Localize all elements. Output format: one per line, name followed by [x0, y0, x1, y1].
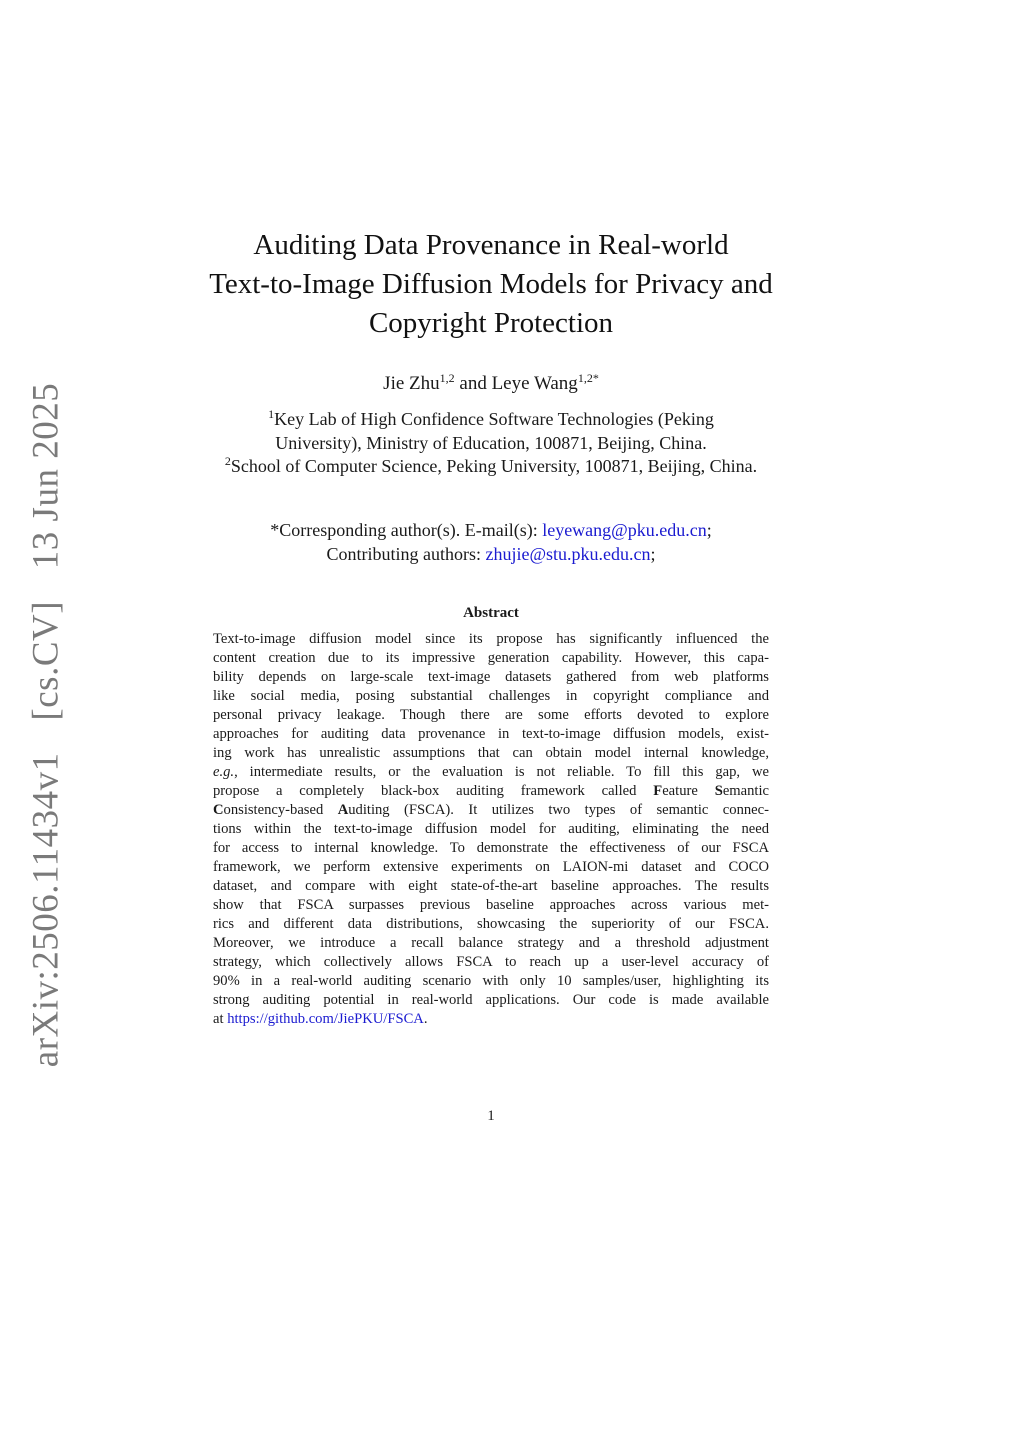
affiliation-line: University), Ministry of Education, 100871, Beijing, China.: [275, 432, 707, 453]
abstract-line: Consistency-based Auditing (FSCA). It utilizes two types of semantic connec-: [213, 802, 769, 818]
paper-title: [160, 226, 822, 343]
author-affiliation-marker: 1,2: [439, 371, 455, 385]
title-line: Copyright Protection: [368, 307, 614, 339]
abstract-line: strategy, which collectively allows FSCA to reach up a user-level accuracy of: [213, 954, 769, 970]
affiliation-line: $^2$School of Computer Science, Peking University, 100871, Beijing, China.: [224, 454, 758, 476]
abstract-line: Text-to-image diffusion model since its propose has significantly influenced the: [213, 631, 769, 647]
affiliation-marker: 1: [268, 407, 275, 421]
abstract-body: [213, 630, 769, 1029]
abstract-line: framework, we perform extensive experiments on LAION-mi dataset and COCO: [213, 859, 769, 875]
abstract-line: propose a completely black-box auditing framework called Feature Semantic: [213, 783, 769, 799]
contact-info: [160, 519, 822, 566]
abstract-line: tions within the text-to-image diffusion model for auditing, eliminating the need: [213, 821, 769, 837]
page-number: 1: [487, 1108, 495, 1124]
abstract-line: ing work has unrealistic assumptions that can obtain model internal knowledge,: [213, 745, 769, 761]
abstract-line: strong auditing potential in real-world applications. Our code is made available: [213, 992, 769, 1008]
code-repository-link[interactable]: https://github.com/JiePKU/FSCA: [227, 1011, 424, 1027]
abstract-line: dataset, and compare with eight state-of-the-art baseline approaches. The results: [213, 878, 769, 894]
abstract-line: e.g., intermediate results, or the evaluation is not reliable. To fill this gap, we: [213, 764, 769, 780]
arxiv-category: [cs.CV]: [25, 600, 67, 721]
corresponding-email-link[interactable]: leyewang@pku.edu.cn: [542, 520, 707, 540]
abstract-line: bility depends on large-scale text-image datasets gathered from web platforms: [213, 669, 769, 685]
abstract-line: approaches for auditing data provenance in text-to-image diffusion models, exist-: [213, 726, 769, 742]
author-affiliation-marker: 1,2*: [577, 371, 599, 385]
title-line: Text-to-Image Diffusion Models for Privacy and: [209, 268, 773, 300]
arxiv-id: arXiv:2506.11434v1: [25, 752, 67, 1068]
abstract-line: for access to internal knowledge. To demonstrate the effectiveness of our FSCA: [213, 840, 769, 856]
arxiv-identifier-stamp: [25, 383, 68, 1067]
abstract-line: like social media, posing substantial challenges in copyright compliance and: [213, 688, 769, 704]
abstract-line: show that FSCA surpasses previous baseline approaches across various met-: [213, 897, 769, 913]
affiliation-marker: 2: [224, 454, 231, 468]
abstract-line: at https://github.com/JiePKU/FSCA.: [213, 1011, 428, 1027]
abstract-line: 90% in a real-world auditing scenario with only 10 samples/user, highlighting its: [213, 973, 769, 989]
affiliation-line: $^1$Key Lab of High Confidence Software Technologies (Peking: [268, 407, 714, 429]
abstract-heading: Abstract: [463, 605, 519, 621]
abstract-line: rics and different data distributions, showcasing the superiority of our FSCA.: [213, 916, 769, 932]
abstract-line: Moreover, we introduce a recall balance strategy and a threshold adjustment: [213, 935, 769, 951]
contributing-email-link[interactable]: zhujie@stu.pku.edu.cn: [485, 543, 651, 564]
abstract-line: personal privacy leakage. Though there are some efforts devoted to explore: [213, 707, 769, 723]
author-conjunction: and: [459, 373, 487, 394]
title-line: Auditing Data Provenance in Real-world: [253, 229, 729, 261]
affiliations: [160, 408, 822, 479]
author-list: [160, 372, 822, 396]
author-name: Jie Zhu: [383, 373, 440, 394]
arxiv-date: 13 Jun 2025: [25, 382, 67, 570]
abstract-line: content creation due to its impressive generation capability. However, this capa-: [213, 650, 769, 666]
author-name: Leye Wang: [491, 373, 578, 394]
contributing-authors-line: Contributing authors: zhujie@stu.pku.edu.cn;: [326, 543, 656, 564]
corresponding-author-line: *Corresponding author(s). E-mail(s): leyewang@pku.edu.cn;: [270, 520, 712, 540]
